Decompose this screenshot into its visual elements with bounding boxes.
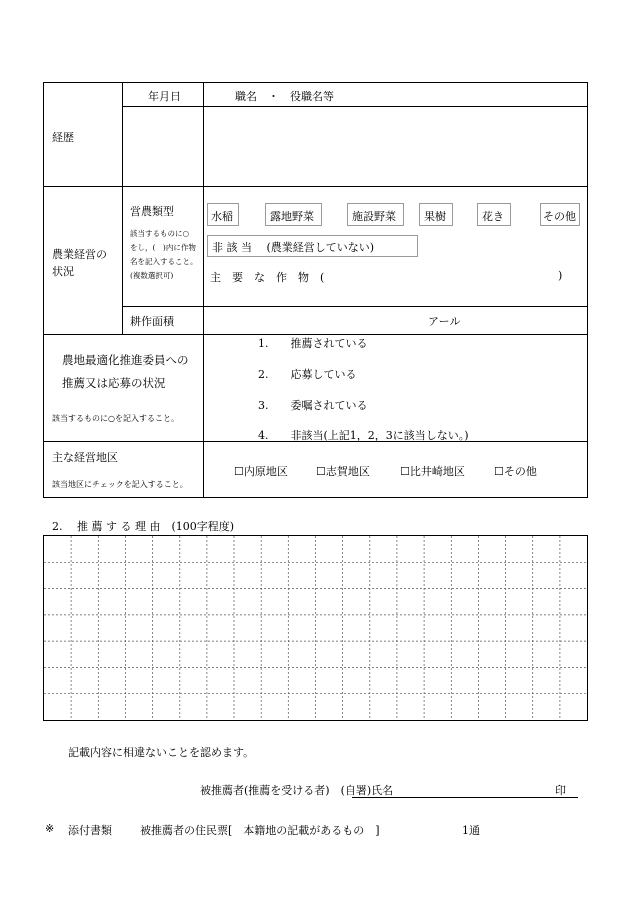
committee-note: 該当するものに○を記入すること。 bbox=[52, 414, 179, 423]
confirm-statement: 記載内容に相違ないことを認めます。 bbox=[68, 746, 255, 759]
district-note: 該当地区にチェックを記入すること。 bbox=[52, 480, 188, 489]
farm-type-fruit-trees[interactable]: 果樹 bbox=[419, 203, 453, 226]
seal-mark: 印 bbox=[555, 784, 566, 797]
reason-heading: 2. 推 薦 す る 理 由 (100字程度) bbox=[52, 520, 235, 533]
col-line-2b bbox=[203, 334, 204, 497]
main-crop-close: ) bbox=[558, 269, 563, 282]
farm-status-label-2: 状況 bbox=[52, 265, 74, 278]
reason-writing-grid[interactable] bbox=[43, 535, 588, 721]
district-label: 主な経営地区 bbox=[52, 451, 118, 464]
farm-type-note-1: 該当するものに○ bbox=[130, 229, 190, 238]
attachment-mark: ※ bbox=[45, 822, 55, 835]
career-job-cell[interactable] bbox=[204, 107, 587, 186]
farm-type-label: 営農類型 bbox=[130, 205, 174, 218]
area-label: 耕作面積 bbox=[130, 315, 174, 328]
area-input[interactable] bbox=[205, 308, 425, 332]
district-uchihara[interactable]: ☐内原地区 bbox=[234, 465, 288, 478]
main-crop-label: 主 要 な 作 物 ( bbox=[210, 271, 325, 284]
district-shiga[interactable]: ☐志賀地区 bbox=[316, 465, 370, 478]
col-job-header: 職名 ・ 役職名等 bbox=[235, 90, 334, 103]
main-crop-input[interactable] bbox=[340, 266, 550, 284]
farm-type-note-2: をし，( )内に作物 bbox=[130, 243, 196, 252]
reason-grid-lines bbox=[44, 536, 587, 720]
district-other[interactable]: ☐その他 bbox=[494, 465, 537, 478]
career-label: 経歴 bbox=[52, 131, 74, 144]
farm-type-note-4: (複数選択可) bbox=[130, 271, 174, 280]
row-line-farmtype bbox=[122, 306, 588, 307]
signature-underline bbox=[352, 797, 578, 798]
attachment-count: 1通 bbox=[462, 824, 480, 837]
table-border-top bbox=[43, 82, 588, 83]
farm-type-rice[interactable]: 水稲 bbox=[207, 203, 239, 226]
farm-type-open-field-veg[interactable]: 露地野菜 bbox=[265, 203, 322, 226]
table-border-bottom bbox=[43, 497, 588, 498]
career-date-cell[interactable] bbox=[123, 107, 203, 186]
committee-option-3[interactable]: 3. 委嘱されている bbox=[258, 399, 368, 412]
table-border-left bbox=[43, 82, 44, 497]
committee-option-4[interactable]: 4. 非該当(上記1，2，3に該当しない。) bbox=[258, 429, 469, 442]
signer-label: 被推薦者(推薦を受ける者) (自署)氏名 bbox=[200, 784, 394, 797]
col-date-header: 年月日 bbox=[148, 90, 181, 103]
district-hiisaki[interactable]: ☐比井崎地区 bbox=[400, 465, 465, 478]
farm-type-greenhouse-veg[interactable]: 施設野菜 bbox=[347, 203, 404, 226]
committee-label-1: 農地最適化推進委員への bbox=[62, 353, 189, 367]
attachment-document: 被推薦者の住民票[ 本籍地の記載があるもの ] bbox=[140, 824, 380, 837]
farm-status-label-1: 農業経営の bbox=[52, 248, 107, 261]
table-border-right bbox=[587, 82, 588, 497]
area-unit: アール bbox=[428, 315, 461, 328]
committee-option-2[interactable]: 2. 応募している bbox=[258, 368, 357, 381]
farm-type-note-3: 名を記入すること。 bbox=[130, 257, 198, 266]
committee-option-1[interactable]: 1. 推薦されている bbox=[258, 337, 368, 350]
col-line-1b bbox=[122, 186, 123, 334]
signature-field[interactable] bbox=[355, 780, 545, 796]
attachment-label: 添付書類 bbox=[68, 824, 112, 837]
not-applicable-box[interactable]: 非 該 当 (農業経営していない) bbox=[207, 235, 418, 257]
committee-label-2: 推薦又は応募の状況 bbox=[62, 376, 166, 390]
row-line-career bbox=[43, 186, 588, 187]
farm-type-flowers[interactable]: 花き bbox=[477, 203, 511, 226]
farm-type-other[interactable]: その他 bbox=[540, 203, 580, 226]
